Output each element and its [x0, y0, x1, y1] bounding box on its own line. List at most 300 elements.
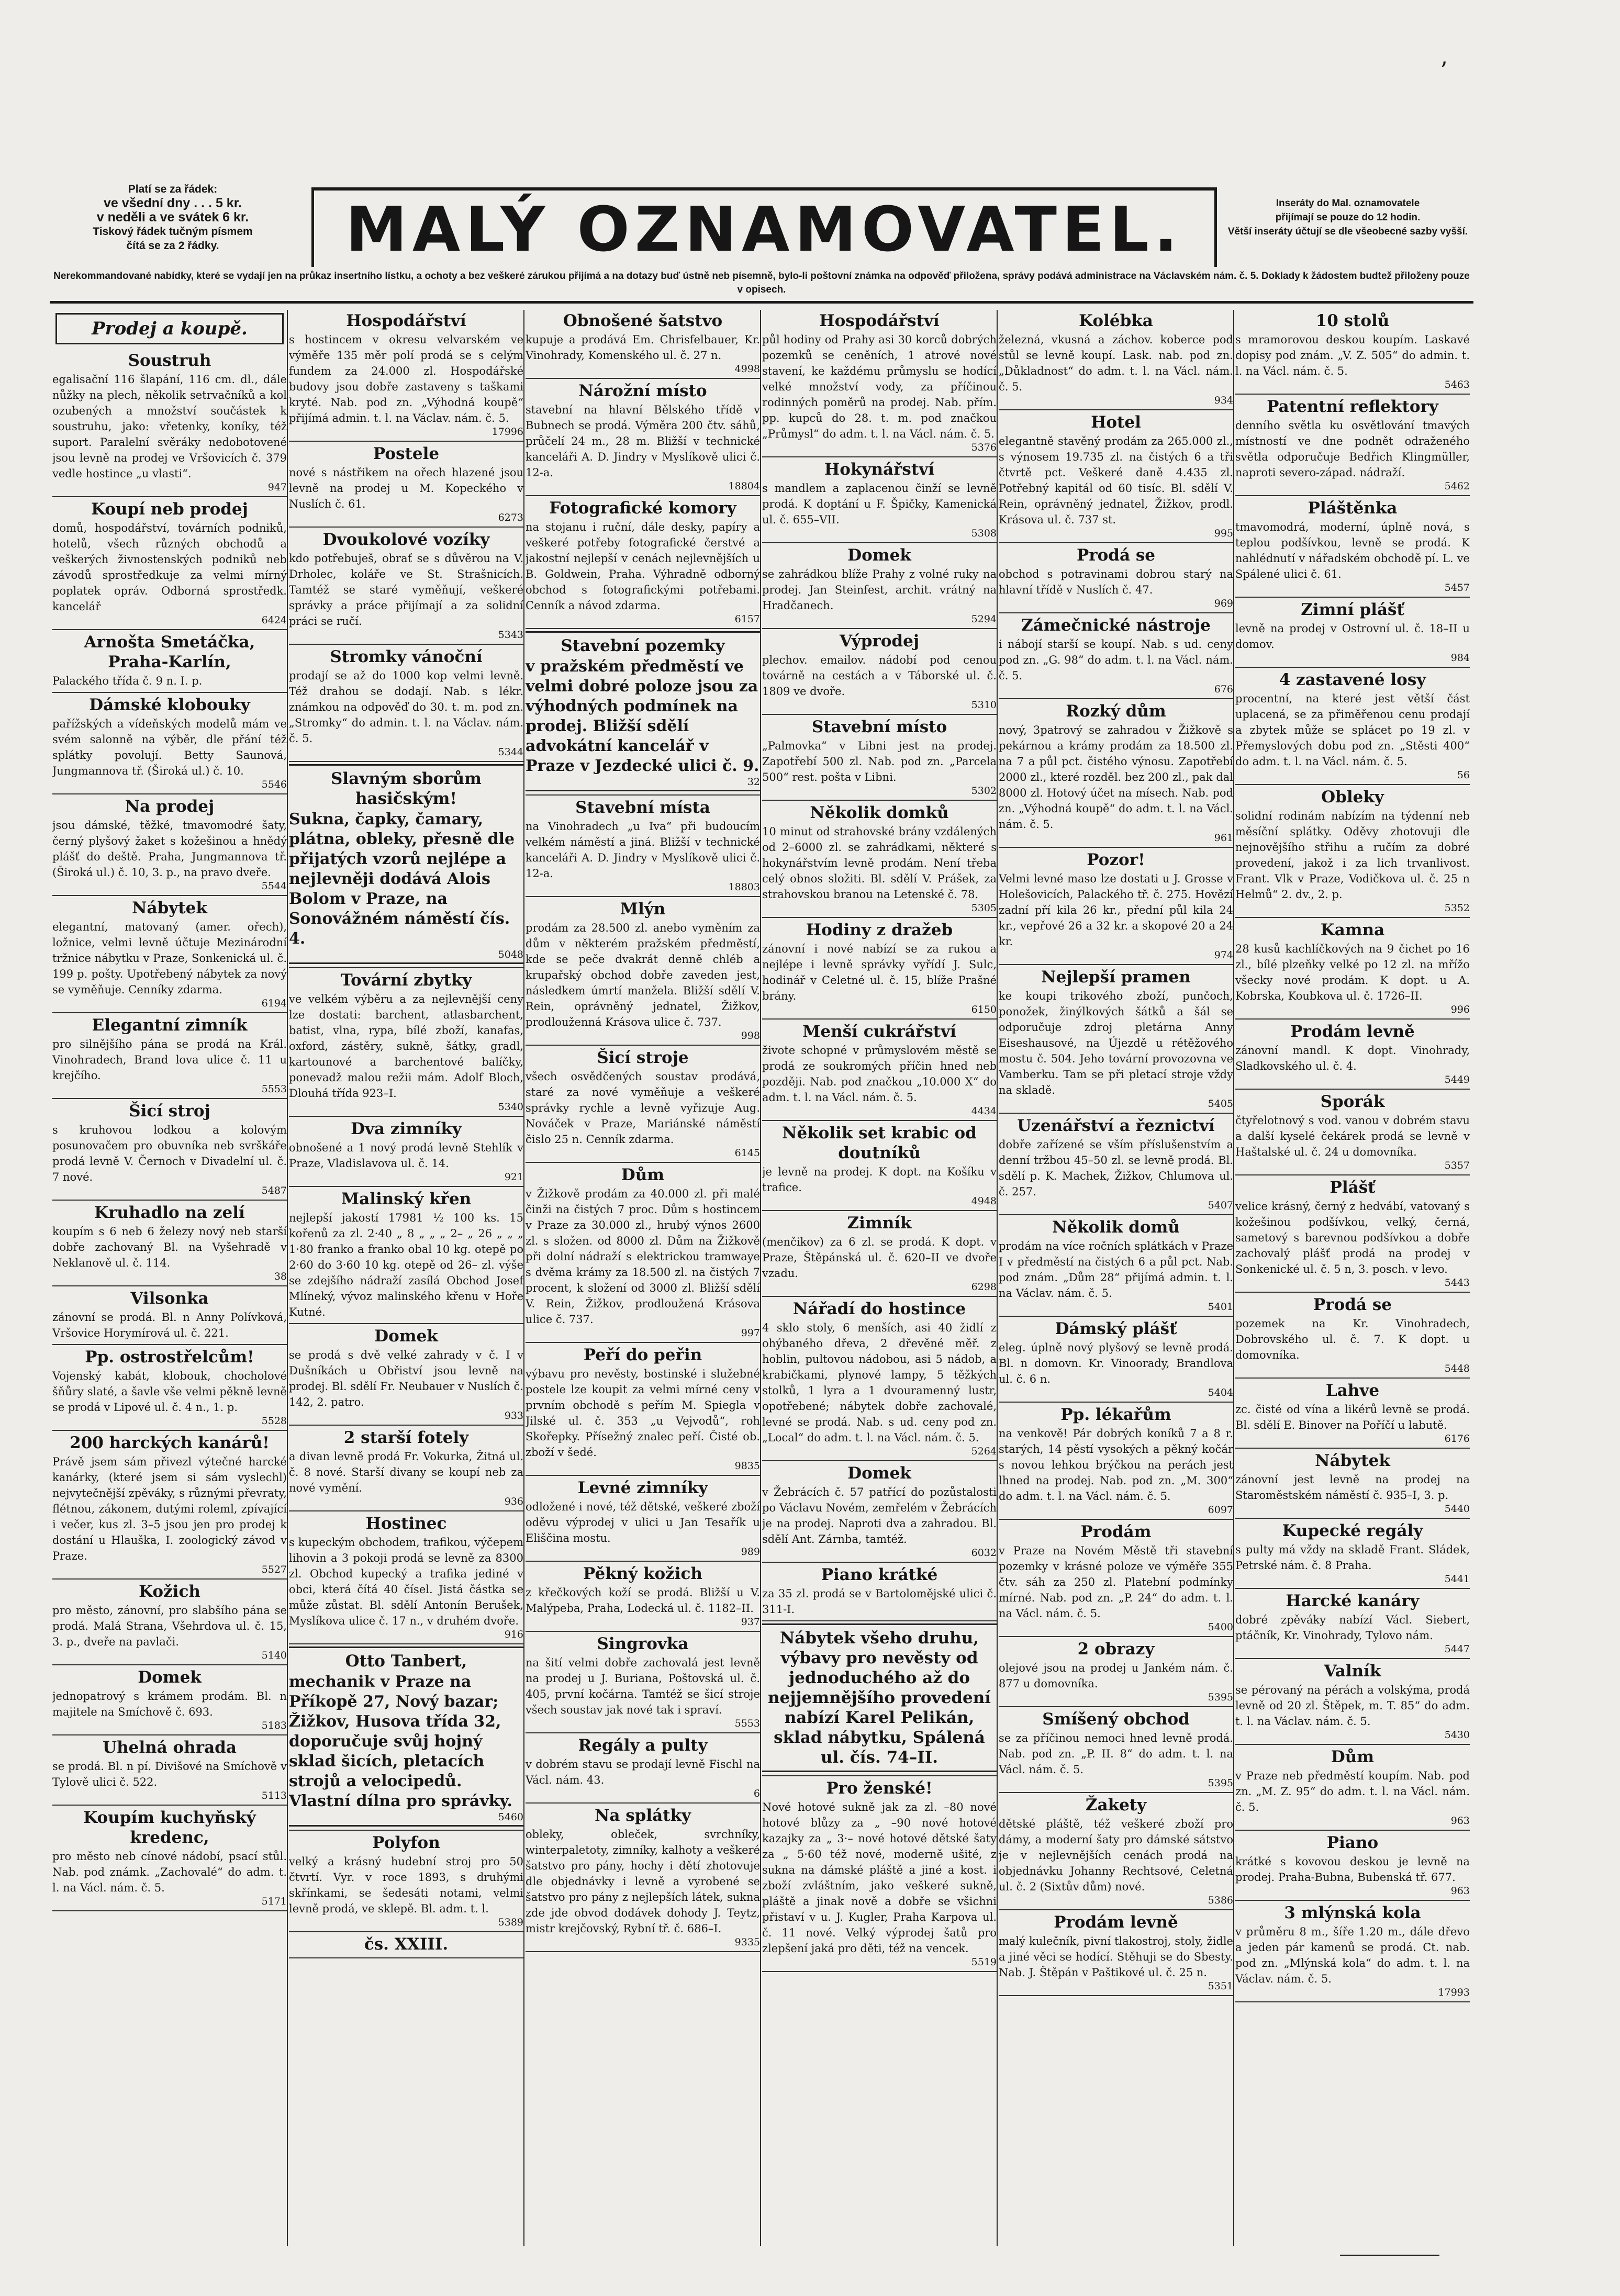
classified-ad [289, 1326, 523, 1421]
classified-ad [526, 1735, 760, 1799]
classified-ad [999, 1405, 1233, 1516]
ad-separator [1235, 1018, 1470, 1020]
ad-heading: Rozký dům [1066, 702, 1166, 721]
ad-number: 995 [1214, 528, 1233, 539]
classified-ad [762, 1123, 997, 1207]
ad-number: 5376 [971, 442, 997, 453]
ad-separator [526, 1342, 760, 1343]
classified-ad [1235, 920, 1470, 1015]
ad-separator [1235, 917, 1470, 918]
classified-ad [1235, 1381, 1470, 1444]
ad-separator [52, 1578, 287, 1580]
ad-heading: Hodiny z dražeb [806, 921, 953, 939]
ad-text: nejlepší jakostí 17981 ½ 100 ks. 15 kořenů za zl. 2·40 „ 8 „ „ „ 2– „ 26 „ „ „ 1·80 franko a franko obal 10 kg. otepě po 2·60 do 3·60 10 kg. otepě od 26– zl. výše se zdejšího nádraží zasílá Obchod Josef Mlíneký, vývoz malinského křenu v Hoře Kutné. [289, 1212, 523, 1318]
ad-heading: Nábytek [1315, 1451, 1390, 1470]
ad-text: Vojenský kabát, klobouk, chocholové šňůry slaté, a šavle vše velmi pěkně levně se prodá v Lipové ul. č. 4 n., 1. p. [52, 1370, 287, 1414]
ad-heading: Lahve [1325, 1381, 1380, 1400]
classified-ad [526, 1048, 760, 1159]
classified-ad [999, 1522, 1233, 1633]
classified-ad [999, 1795, 1233, 1906]
classified-ad [999, 615, 1233, 695]
ad-separator [762, 542, 997, 543]
ad-separator [52, 793, 287, 794]
ad-number: 5463 [1444, 379, 1470, 390]
classified-ad [526, 1634, 760, 1729]
ad-number: 996 [1450, 1004, 1470, 1015]
ad-separator [526, 1162, 760, 1163]
ad-heading: Zimník [847, 1214, 912, 1233]
ad-separator [52, 1430, 287, 1431]
ad-text: ke koupi trikového zboží, punčoch, ponožek, žinýlkových šátků a šál se odporučuje zdroj pletárna Anny Eiseshausové, na Újezdě u rétěžového mostu č. 504. Jeho tovární provozovna ve Vamberku. Tam se při pletací stroje vždy na skladě. [999, 990, 1233, 1096]
ad-text: pozemek na Kr. Vinohradech, Dobrovského ul. č. 7. K dopt. u domovníka. [1235, 1317, 1470, 1361]
ad-text: pro silnějšího pána se prodá na Král. Vinohradech, Brand lova ulice č. 11 u krejčího. [52, 1038, 287, 1082]
ad-heading: Pp. lékařům [1060, 1405, 1171, 1424]
ad-number: 6157 [734, 613, 760, 625]
ad-separator [526, 1561, 760, 1562]
classified-ad [52, 1808, 287, 1907]
ad-text: v Žebrácích č. 57 patřící do pozůstalosti po Václavu Novém, zemřelém v Žebrácích je na prodej. Naproti dva a zahradou. Bl. sdělí Ant. Zárnba, tamtéž. [762, 1486, 997, 1545]
ad-text: v Žižkově prodám za 40.000 zl. při malé činži na čistých 7 proc. Dům s hostincem v Praze za 30.000 zl., hrubý výnos 2600 zl. s složen. od 8000 zl. Dům na Žižkově při dolní nádraží s elektrickou tramwaye s dvěma krámy za 18.500 zl. na čistých 7 procent, k složení od 3000 zl. Bližší sdělí V. Rein, Žižkov, prodloužená Krásova ulice č. 737. [526, 1188, 760, 1326]
classified-ad [999, 545, 1233, 609]
ad-heading: Arnošta Smetáčka, Praha-Karlín, [84, 633, 255, 671]
classified-ad [762, 545, 997, 625]
ad-text: krátké s kovovou deskou je levně na prodej. Praha-Bubna, Bubenská tř. 677. [1235, 1855, 1470, 1884]
classified-ad [289, 1428, 523, 1507]
ad-heading: 10 stolů [1315, 311, 1390, 330]
ad-column [526, 310, 760, 2246]
ad-separator [289, 1510, 523, 1511]
ad-number: 921 [504, 1171, 523, 1183]
ad-heading: Kruhadlo na zelí [94, 1203, 245, 1222]
ad-separator [762, 1775, 997, 1776]
ad-heading: Domek [138, 1668, 202, 1687]
ad-separator [52, 1012, 287, 1013]
ad-separator [52, 629, 287, 630]
ad-separator [289, 1830, 523, 1831]
ad-heading: Zámečnické nástroje [1021, 616, 1211, 635]
ad-text: jednopatrový s krámem prodám. Bl. n majitele na Smíchově č. 693. [52, 1690, 287, 1718]
ad-heading: Postele [373, 444, 440, 463]
ad-number: 5430 [1444, 1729, 1470, 1741]
ad-number: 6298 [971, 1281, 997, 1293]
ad-text: koupím s 6 neb 6 železy nový neb starší dobře zachovaný Bl. na Vyšehradě v Neklanově ul. č. 114. [52, 1225, 287, 1269]
classified-ad [1235, 498, 1470, 593]
ad-text: (menčikov) za 6 zl. se prodá. K dopt. v Praze, Štěpánská ul. č. 620–II ve dvoře vzadu. [762, 1236, 997, 1280]
ad-separator [526, 1475, 760, 1476]
ad-number: 18804 [728, 480, 760, 492]
ad-text: a divan levně prodá Fr. Vokurka, Žitná ul. č. 8 nové. Starší divany se koupí neb za nové vymění. [289, 1450, 523, 1494]
ad-separator [1235, 2001, 1470, 2002]
classified-ad [526, 1564, 760, 1628]
ad-text: Velmi levné maso lze dostati u J. Grosse v Holešovicích, Palackého tř. č. 275. Hovězí zadní pří kila 26 kr., přední půl kila 24 kr., vepřové 26 a 32 kr. a skopové 20 a 24 kr. [999, 872, 1233, 948]
ad-heading: Šicí stroje [597, 1048, 689, 1067]
ad-column [289, 310, 523, 2246]
classified-ad [762, 460, 997, 539]
ad-text: prodají se až do 1000 kop velmi levně. Též drahou se dodají. Nab. s lékr. známkou na odpověď do 30. t. m. pod zn. „Stromky“ do admin. t. l. na Václav. nám. č. 5. [289, 669, 523, 745]
ad-heading: Soustruh [128, 351, 211, 370]
price-notice-line: Platí se za řádek: [128, 183, 218, 195]
ad-number: 5308 [971, 528, 997, 539]
ad-number: 937 [741, 1616, 760, 1628]
ad-number: 934 [1214, 395, 1233, 406]
ad-separator [289, 441, 523, 442]
ad-separator [289, 644, 523, 645]
ad-text: odložené i nové, též dětské, veškeré zboží oděvu výprodej v ulici u Jan Tesařík u Eliščina mostu. [526, 1500, 760, 1544]
ad-separator [999, 698, 1233, 699]
ad-text: Sukna, čapky, čamary, plátna, obleky, přesně dle přijatých vzorů nejlépe a nejlevněji dodává Alois Bolom v Praze, na Sonovážném náměstí čís. 4. [289, 810, 515, 948]
ad-number: 676 [1214, 684, 1233, 695]
ad-text: procentní, na které jest větší část uplacená, se za přiměřenou cenu prodají a zbytek může se splácet po 19 zl. v Přemyslových dobu pod zn. „Stěsti 400“ do adm. t. l. na Václ. nám. č. 5. [1235, 692, 1470, 768]
ad-text: nové s nástřikem na ořech hlazené jsou levně na prodej u M. Kopeckého v Nuslích č. 61. [289, 466, 523, 510]
classified-ad [1235, 787, 1470, 914]
ad-number: 5389 [498, 1917, 523, 1928]
ad-heading: Koupí neb prodej [91, 500, 248, 519]
ad-heading: 2 starší fotely [343, 1428, 469, 1447]
ad-separator [762, 800, 997, 801]
ad-text: dobré zpěváky nabízí Václ. Siebert, ptáčník, Kr. Vinohrady, Tylovo nám. [1235, 1614, 1470, 1642]
ad-text: se za příčinou nemoci hned levně prodá. Nab. pod zn. „P. II. 8“ do adm. t. l. na Václ. nám. č. 5. [999, 1732, 1233, 1776]
classified-ad [1235, 1451, 1470, 1515]
ad-separator [999, 847, 1233, 848]
ad-number: 5140 [261, 1650, 287, 1661]
ad-number: 6424 [261, 614, 287, 626]
ad-separator [999, 1995, 1233, 1996]
ad-text: jsou dámské, těžké, tmavomodré šaty, černý plyšový žaket s kožešinou a hnědý plášť do deště. Praha, Jungmannova tř. (Široká ul.) č. 10, 3. p., na pravo dveře. [52, 819, 287, 879]
ad-number: 5351 [1208, 1980, 1233, 1992]
ad-heading: Plášť [1329, 1178, 1376, 1197]
ad-separator [1235, 495, 1470, 496]
ad-text: z křečkových koží se prodá. Bližší u V. Malýpeba, Praha, Lodecká ul. č. 1182–II. [526, 1586, 760, 1615]
price-notice-line: čítá se za 2 řádky. [126, 240, 219, 252]
column-rule [1233, 310, 1234, 2246]
ad-separator [1235, 1292, 1470, 1293]
ad-text: za 35 zl. prodá se v Bartolomějské ulici č. 311-I. [762, 1587, 997, 1616]
classified-ad [999, 850, 1233, 961]
ad-number: 5395 [1208, 1692, 1233, 1703]
ad-heading: Hokynářství [824, 460, 934, 479]
ad-number: 997 [741, 1327, 760, 1339]
ad-number: 5305 [971, 902, 997, 914]
ad-number: 5462 [1444, 480, 1470, 492]
classified-ad [999, 1709, 1233, 1789]
ad-heading: Fotografické komory [549, 499, 736, 518]
ad-heading: Na splátky [594, 1806, 691, 1825]
ad-heading: Dům [1331, 1748, 1375, 1766]
classified-ad [526, 498, 760, 625]
ad-separator [999, 1636, 1233, 1637]
ad-separator [52, 1664, 287, 1665]
ad-text: pro město, zánovní, pro slabšího pána se prodá. Malá Strana, Všehrdova ul. č. 15, 3. p., dveře na pavlači. [52, 1604, 287, 1648]
ad-separator [999, 612, 1233, 613]
classified-ad [52, 1015, 287, 1095]
ad-text: elegantní, matovaný (amer. ořech), ložnice, velmi levně účtuje Mezinárodní tržnice nábytku v Praze, Sonkenická ul. č. 199 p. pošty. Upotřebený nábytek za nový se vyměňuje. Cenníky zdarma. [52, 921, 287, 996]
ad-number: 5447 [1444, 1643, 1470, 1655]
ad-separator [762, 456, 997, 457]
ad-number: 9335 [734, 1936, 760, 1948]
classified-ad [289, 1934, 523, 1954]
ad-heading: Malinský křen [341, 1190, 472, 1208]
ad-number: 5544 [261, 880, 287, 892]
ad-separator [289, 1323, 523, 1324]
classified-ad [999, 1217, 1233, 1313]
ad-number: 5553 [261, 1083, 287, 1095]
insertion-notice [1222, 196, 1473, 239]
classified-ad [289, 764, 523, 964]
ad-number: 56 [1457, 769, 1470, 781]
column-rule [760, 310, 761, 2246]
ad-heading: Žakety [1085, 1796, 1147, 1815]
ad-text: s mandlem a zaplacenou činží se levně prodá. K doptání u F. Špičky, Kamenická ul. č. 655–VII. [762, 482, 997, 526]
ad-text: zánovní se prodá. Bl. n Anny Polívková, Vršovice Horymírová ul. č. 221. [52, 1311, 287, 1339]
ad-text: malý kulečník, pivní tlakostroj, stoly, židle a jiné věci se hodící. Stěhuji se do Sbesty. Nab. J. Štěpán v Paštikové ul. č. 25 n. [999, 1935, 1233, 1979]
ad-separator [526, 794, 760, 796]
ad-text: mechanik v Praze na Příkopě 27, Nový bazar; Žižkov, Husova třída 32, doporučuje svůj hojný sklad šicích, pletacích strojů a velocipedů. Vlastní dílna pro správky. [289, 1673, 512, 1810]
ad-number: 9835 [734, 1460, 760, 1472]
price-notice-line: Tiskový řádek tučným písmem [93, 226, 253, 238]
ad-text: stavební na hlavní Bělského třídě v Bubnech se prodá. Výměra 200 čtv. sáhů, průčelí 24 m., 28 m. Bližší v technické kanceláři A. D. Jindry v Myslíkově ulici č. 12-a. [526, 404, 760, 479]
ad-heading: Prodá se [1076, 546, 1156, 565]
ad-text: s kruhovou lodkou a kolovým posunovačem pro obuvníka neb svrškáře prodá levně V. Černoch v Divadelní ul. č. 7 nové. [52, 1124, 287, 1183]
ad-number: 998 [741, 1030, 760, 1041]
classified-ad [289, 444, 523, 523]
ad-heading: 200 harckých kanárů! [70, 1433, 270, 1452]
ad-number: 933 [504, 1410, 523, 1421]
ad-heading: Kolébka [1079, 311, 1153, 330]
classified-ad [289, 1833, 523, 1928]
classified-ad [1235, 397, 1470, 492]
ad-text: v dobrém stavu se prodají levně Fischl na Václ. nám. 43. [526, 1758, 760, 1786]
classified-ad [999, 967, 1233, 1110]
ad-number: 17996 [491, 426, 523, 438]
ad-number: 5386 [1208, 1895, 1233, 1906]
classified-ad [289, 1119, 523, 1183]
ad-separator [52, 496, 287, 497]
classified-ad [52, 797, 287, 892]
ad-text: se pérovaný na pérách a volskýma, prodá levně od 20 zl. Štěpek, m. T. 85“ do adm. t. l. na Václav. nám. č. 5. [1235, 1684, 1470, 1728]
ad-number: 5448 [1444, 1363, 1470, 1374]
ad-text: olejové jsou na prodej u Jankém nám. č. 877 u domovníka. [999, 1662, 1233, 1690]
ad-text: živote schopné v průmyslovém městě se prodá ze soukromých příčin hned neb později. Nab. pod značkou „10.000 X“ do adm. t. l. na Václ. nám. č. 5. [762, 1044, 997, 1104]
ad-heading: Pozor! [1087, 850, 1145, 869]
classified-ad [52, 499, 287, 626]
classified-ad [999, 311, 1233, 406]
ad-text: na Vinohradech „u Iva“ při budoucím velkém náměstí a jiná. Bližší v technické kanceláři A. D. Jindry v Myslíkově ulici č. 12-a. [526, 820, 760, 880]
classified-ad [52, 1738, 287, 1801]
ad-number: 5048 [498, 949, 523, 960]
ad-text: „Palmovka“ v Libni jest na prodej. Zapotřebí 500 zl. Nab. pod zn. „Parcela 500“ rest. pošta v Libni. [762, 740, 997, 783]
ad-heading: Hotel [1091, 413, 1141, 432]
ad-separator [1235, 784, 1470, 785]
classified-ad [1235, 1903, 1470, 1998]
column-rule [523, 310, 524, 2246]
ad-separator [762, 1460, 997, 1461]
ad-heading: Polyfon [372, 1833, 440, 1852]
ad-heading: Menší cukrářství [802, 1022, 956, 1041]
ad-number: 5553 [734, 1718, 760, 1729]
classified-ad [1235, 1092, 1470, 1171]
classified-ad [289, 1647, 523, 1827]
ad-text: na venkově! Pár dobrých koníků 7 a 8 r. starých, 14 pěstí vysokých a pěkný kočár s novou lehkou brýčkou na perách jest lhned na prodej. Nab. pod zn. „M. 300“ do adm. t. l. na Václ. nám. č. 5. [999, 1427, 1233, 1503]
ad-separator [1235, 1089, 1470, 1090]
ad-separator [526, 896, 760, 897]
classified-ad [999, 1319, 1233, 1398]
ad-text: 4 sklo stoly, 6 menších, asi 40 židlí z ohýbaného dřeva, 2 dřevěné měř. z hoblin, pultovou nádobou, asi 5 nádob, a krabičkami, plynové lampy, 5 těžkých stolků, 1 lyra a 1 dvouramenný lustr, opotřebené; nábytek dobře zachovalé, levné se prodá. Nab. s ud. ceny pod zn. „Local“ do adm. t. l. na Václ. nám. č. 5. [762, 1321, 997, 1444]
ad-text: 10 minut od strahovské brány vzdálených od 2–6000 zl. se zahrádkami, některé s hokynářstvím levně prodám. Není třeba celý obnos složiti. Bl. sdělí V. Prášek, za strahovskou branou na Letenské č. 78. [762, 825, 997, 901]
ad-separator [762, 1562, 997, 1563]
ad-number: 5340 [498, 1101, 523, 1113]
ad-heading: Mlýn [620, 900, 666, 919]
ad-text: ve velkém výběru a za nejlevnější ceny lze dostati: barchent, atlasbarchent, batist, vlna, rypa, bílé zboží, kanafas, oxford, zástěry, sukně, šátky, gradl, kartounové a barchentové balíčky, ponevadž malou režii mám. Adolf Bloch, Dlouhá třída 923–I. [289, 993, 523, 1100]
ad-text: obleky, obleček, svrchníky, winterpaletoty, zimníky, kalhoty a veškeré šatstvo pro pány, hochy i dětí zhotovuje dle objednávky i levně a vyrobené se šatstvo pro pány z nejlepších látek, sukna zde jde obvod dodávek dohody J. Teytz, mistr krejčovský, Rybní tř. č. 686–I. [526, 1828, 760, 1935]
ad-heading: Dva zimníky [351, 1119, 462, 1138]
ad-heading: Koupím kuchyňský kredenc, [83, 1808, 256, 1847]
ad-text: prodám za 28.500 zl. anebo vyměním za dům v některém pražském předměstí, kde se peče dvakrát denně chléb a krupařský obchod dobře zaveden jest, následkem úmrtí manžela. Bližší sdělí V. Rein, oprávněný jednatel, Žižkov, prodlouženná Krásova ulice č. 737. [526, 922, 760, 1028]
classified-ad [762, 803, 997, 914]
ad-text: Právě jsem sám přivezl výtečné harcké kanárky, (které jsem si sám vyslechl) nejvytečnější zpěváky, s různými převraty, flétnou, zákonem, dutými roleml, zpívající i večer, kus zl. 3–5 jsou jen pro prodej k dostání u Hlauška, I. zoologický závod v Praze. [52, 1455, 287, 1562]
ad-heading: Obleky [1321, 788, 1384, 807]
classified-ad [762, 1778, 997, 1968]
ad-text: v průměru 8 m., šíře 1.20 m., dále dřevo a jeden pár kamenů se prodá. Ct. nab. pod zn. „Mlýnská kola“ do adm. t. l. na Václav. nám. č. 5. [1235, 1925, 1470, 1985]
ad-heading: Několik set krabic od doutníků [782, 1124, 977, 1162]
ad-heading: Tovární zbytky [340, 971, 472, 990]
ad-text: prodám na více ročních splátkách v Praze I v předměstí na čistých 6 a půl pct. Nab. pod znám. „Dům 28“ přijímá admin. t. l. na Václav. nám. č. 5. [999, 1240, 1233, 1300]
ad-separator [52, 1910, 287, 1911]
ad-text: egalisační 116 šlapání, 116 cm. dl., dále nůžky na plech, několik setrvačníků a kol ozubených a množství součástek k soustruhu, jako: vřetenky, koníky, též suport. Paralelní svěráky nedobotovené jsou levně na prodej ve Vršovicích č. 379 vedle hostince „u vlasti“. [52, 373, 287, 480]
ad-number: 5357 [1444, 1160, 1470, 1171]
classified-ad [1235, 1022, 1470, 1085]
ad-separator [1235, 1900, 1470, 1901]
ad-heading: Stromky vánoční [330, 647, 483, 666]
classified-ad [762, 1022, 997, 1117]
ad-text: dětské pláště, též veškeré zboží pro dámy, a moderní šaty pro dámské sátstvo je v nejlevnějších cenách prodá na objednávku Johanny Rechtsové, Celetná ul. č. 2 (Sixtův dům) nové. [999, 1818, 1233, 1893]
ad-separator [526, 495, 760, 496]
classified-ad [1235, 1178, 1470, 1289]
classified-ad [52, 1347, 287, 1427]
classified-ad [762, 920, 997, 1015]
ad-separator [289, 967, 523, 968]
ad-number: 5407 [1208, 1200, 1233, 1211]
ad-number: 17993 [1438, 1987, 1470, 1998]
ad-separator [762, 1971, 997, 1972]
page-title: MALÝ OZNAMOVATEL. [345, 193, 1183, 265]
ad-number: 963 [1450, 1815, 1470, 1827]
ad-separator [1235, 1658, 1470, 1659]
ad-separator [526, 628, 760, 629]
ad-separator [289, 761, 523, 762]
ad-text: zánovní jest levně na prodej na Staroměstském náměstí č. 935–I, 3. p. [1235, 1473, 1470, 1502]
ad-number: 5171 [261, 1896, 287, 1907]
ad-text: se prodá. Bl. n pí. Divišové na Smíchově v Tylově ulici č. 522. [52, 1760, 287, 1788]
classified-ad [52, 1433, 287, 1575]
ad-text: plechov. emailov. nádobí pod cenou továrně na cestách a v Táborské ul. č. 1809 ve dvoře. [762, 654, 997, 698]
end-rule [1340, 2255, 1439, 2256]
classified-ad [526, 1165, 760, 1339]
ad-number: 6150 [971, 1004, 997, 1015]
classified-ad [52, 1289, 287, 1341]
ad-heading: Uhelná ohrada [103, 1738, 237, 1757]
ad-separator [999, 1909, 1233, 1910]
classified-ad [52, 351, 287, 493]
ad-heading: Dvoukolové vozíky [322, 530, 490, 549]
ad-text: obnošené a 1 nový prodá levně Stehlík v Praze, Vladislavova ul. č. 14. [289, 1141, 523, 1170]
price-notice-line: ve všední dny . . . 5 kr. [103, 196, 242, 210]
classified-ad [1235, 1521, 1470, 1585]
ad-number: 5310 [971, 699, 997, 711]
classified-ad [1235, 1295, 1470, 1374]
ad-number: 5460 [498, 1811, 523, 1823]
ad-heading: Šicí stroj [129, 1102, 210, 1121]
edge-mark: ʼ [1439, 58, 1447, 84]
column-rule [287, 310, 288, 2246]
classified-ad [999, 1912, 1233, 1992]
classified-ad [52, 1203, 287, 1282]
ad-number: 4434 [971, 1105, 997, 1117]
ad-heading: Kamna [1320, 921, 1385, 939]
ad-text: i nábojí starší se koupí. Nab. s ud. ceny pod zn. „G. 98“ do adm. t. l. na Václ. nám. č. 5. [999, 638, 1233, 682]
ad-text: zc. čisté od vína a likérů levně se prodá. Bl. sdělí E. Binover na Poříčí u labutě. [1235, 1403, 1470, 1431]
ad-heading: Smíšený obchod [1042, 1710, 1190, 1729]
classified-ad [762, 311, 997, 453]
ad-text: v Praze na Novém Městě tři stavební pozemky v krásné poloze ve výměře 355 čtv. sáh za 250 zl. Platební podmínky mírné. Nab. pod zn. „P. 24“ do adm. t. l. na Václ. nám. č. 5. [999, 1544, 1233, 1620]
price-notice [50, 182, 296, 253]
ad-separator [289, 527, 523, 528]
ad-number: 5443 [1444, 1277, 1470, 1289]
ad-heading: Několik domků [810, 803, 949, 822]
classified-ad [52, 632, 287, 689]
ad-separator [999, 1792, 1233, 1793]
ad-separator [1235, 1518, 1470, 1519]
ad-number: 5528 [261, 1415, 287, 1427]
ad-text: výbavu pro nevěsty, bostinské i služebné postele lze koupit za velmi mírné ceny v prvním obchodě s peřím M. Spiegla v Jilské ul. č. 353 „u Vejvodů“, roh Skořepky. Přísežný znalec peří. Čisté ob. zboží v šedé. [526, 1368, 760, 1459]
ad-number: 5400 [1208, 1621, 1233, 1633]
ad-heading: Nářadí do hostince [792, 1300, 966, 1318]
ad-number: 6176 [1444, 1433, 1470, 1444]
column-rule [997, 310, 998, 2246]
ad-heading: Zimní plášť [1301, 600, 1404, 619]
ad-heading: Hospodářství [819, 311, 940, 330]
classified-ad [1235, 1661, 1470, 1741]
classified-ad [526, 1345, 760, 1472]
ad-heading: Domek [847, 1464, 911, 1483]
classified-ad [1235, 600, 1470, 664]
ad-text: domů, hospodářství, továrních podniků, hotelů, všech různých obchodů a veškerých živnostenských podniků neb závodů sprostředkuje za velmi mírný poplatek opráv. Odborná sprostředk. kancelář [52, 522, 287, 613]
ad-heading: Pěkný kožich [583, 1564, 702, 1583]
ad-separator [762, 1296, 997, 1297]
ad-number: 5183 [261, 1720, 287, 1731]
ad-text: pro město neb cínové nádobí, psací stůl. Nab. pod známk. „Zachovalé“ do adm. t. l. na Václ. nám. č. 5. [52, 1850, 287, 1894]
classified-ad [526, 631, 760, 791]
ad-heading: Kupecké regály [1282, 1521, 1423, 1540]
ad-heading: Uzenářství a řeznictví [1017, 1116, 1215, 1135]
ad-heading: Levné zimníky [577, 1479, 708, 1497]
ad-text: pařížských a vídeňských modelů mám ve svém salonně na výběr, dle přání též splátky povolují. Betty Saunová, Jungmannova tř. (Široká ul.) č. 10. [52, 718, 287, 777]
ad-text: na šití velmi dobře zachovalá jest levně na prodej u J. Buriana, Poštovská ul. č. 405, první kočárna. Tamtéž se šicí stroje všech soustav jak nové tak i spraví. [526, 1656, 760, 1716]
ad-separator [52, 895, 287, 896]
ad-separator [1235, 597, 1470, 598]
ad-heading: Nábytek všeho druhu, výbavy pro nevěsty od jednoduchého až do nejjemnějšího provedení nabízí Karel Pelikán, sklad nábytku, Spálená ul. čís. 74–II. [767, 1629, 991, 1767]
ad-text: čtyřelotnový s vod. vanou v dobrém stavu a další kyselé čekárek prodá se levně v Haštalské ul. č. 24 u domovníka. [1235, 1114, 1470, 1158]
ad-text: Nové hotové sukně jak za zl. –80 nové hotové blůzy za „ –90 nové hotové kazajky za „ 3·– nové hotové dětské šaty za „ 5·60 též nové, moderně ušité, z sukna na dámské pláště a jiné a kost. i zboží zvláštním, jako veškeré sukně, pláště a jinak nově a dobře se všichni přistaví v u. J. Kugler, Praha Karpova ul. č. 11 nové. Velký výprodej šatů pro zlepšení jaká pro děti, též na vencek. [762, 1801, 997, 1955]
ad-text: se zahrádkou blíže Prahy z volné ruky na prodej. Jan Steinfest, archit. vrátný na Hradčanech. [762, 568, 997, 612]
ad-number: 5457 [1444, 582, 1470, 593]
ad-separator [762, 1018, 997, 1020]
classified-ad [1235, 670, 1470, 781]
ad-text: velice krásný, černý z hedvábí, vatovaný s kožešinou podšívkou, velký, černá, sametový s barevnou podšívkou a dobře zachovalý plášť prodá na prodej v Sonkenické ul. č. 5 n, 3. posch. v levo. [1235, 1200, 1470, 1275]
ad-separator [1235, 394, 1470, 395]
ad-separator [1235, 1448, 1470, 1449]
ad-number: 6032 [971, 1547, 997, 1559]
ad-separator [52, 1805, 287, 1806]
